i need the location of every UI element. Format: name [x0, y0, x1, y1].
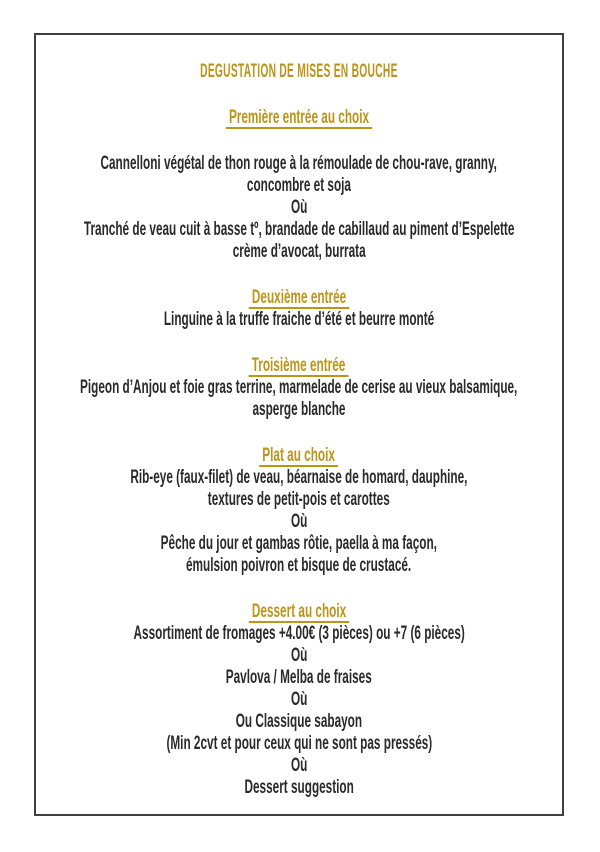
menu-line-or-separator: Où — [290, 755, 308, 776]
menu-line: textures de petit-pois et carottes — [208, 489, 390, 510]
section-heading-plat-au-choix — [36, 445, 562, 467]
menu-line: concombre et soja — [246, 175, 352, 196]
menu-line: Linguine à la truffe fraiche d’été et beurre monté — [163, 309, 435, 330]
section-heading-text: Troisième entrée — [249, 355, 349, 377]
menu-line: Ou Classique sabayon — [235, 711, 363, 732]
menu-line: Cannelloni végétal de thon rouge à la rémoulade de chou-rave, granny, — [100, 153, 498, 174]
menu-line: Tranché de veau cuit à basse tº, brandade de cabillaud au piment d’Espelette — [83, 219, 515, 240]
menu-line-or-separator: Où — [290, 645, 308, 666]
section-heading-dessert-au-choix — [36, 601, 562, 623]
menu-line: asperge blanche — [252, 399, 346, 420]
menu-line-or-separator: Où — [290, 197, 308, 218]
section-heading-text: Dessert au choix — [249, 601, 349, 623]
menu-line: Pigeon d’Anjou et foie gras terrine, marmelade de cerise au vieux balsamique, — [80, 377, 518, 398]
menu-title — [36, 61, 562, 83]
menu-line-or-separator: Où — [290, 511, 308, 532]
section-heading-deuxieme-entree — [36, 287, 562, 309]
section-heading-premiere-entree — [36, 107, 562, 129]
section-heading-text: Première entrée au choix — [226, 107, 372, 129]
menu-border-frame — [34, 33, 564, 816]
menu-line: Dessert suggestion — [244, 777, 354, 798]
menu-line: Rib-eye (faux-filet) de veau, béarnaise de homard, dauphine, — [130, 467, 468, 488]
menu-line: émulsion poivron et bisque de crustacé. — [186, 555, 412, 576]
section-heading-text: Plat au choix — [260, 445, 339, 467]
menu-line: Assortiment de fromages +4.00€ (3 pièces) ou +7 (6 pièces) — [133, 623, 465, 644]
section-heading-troisieme-entree — [36, 355, 562, 377]
menu-line-or-separator: Où — [290, 689, 308, 710]
menu-line: (Min 2cvt et pour ceux qui ne sont pas pressés) — [166, 733, 432, 754]
section-heading-text: Deuxième entrée — [249, 287, 349, 309]
menu-title-text: DEGUSTATION DE MISES EN BOUCHE — [200, 61, 398, 82]
menu-line: crème d’avocat, burrata — [232, 241, 366, 262]
menu-line: Pavlova / Melba de fraises — [225, 667, 373, 688]
menu-line: Pêche du jour et gambas rôtie, paella à ma façon, — [160, 533, 438, 554]
